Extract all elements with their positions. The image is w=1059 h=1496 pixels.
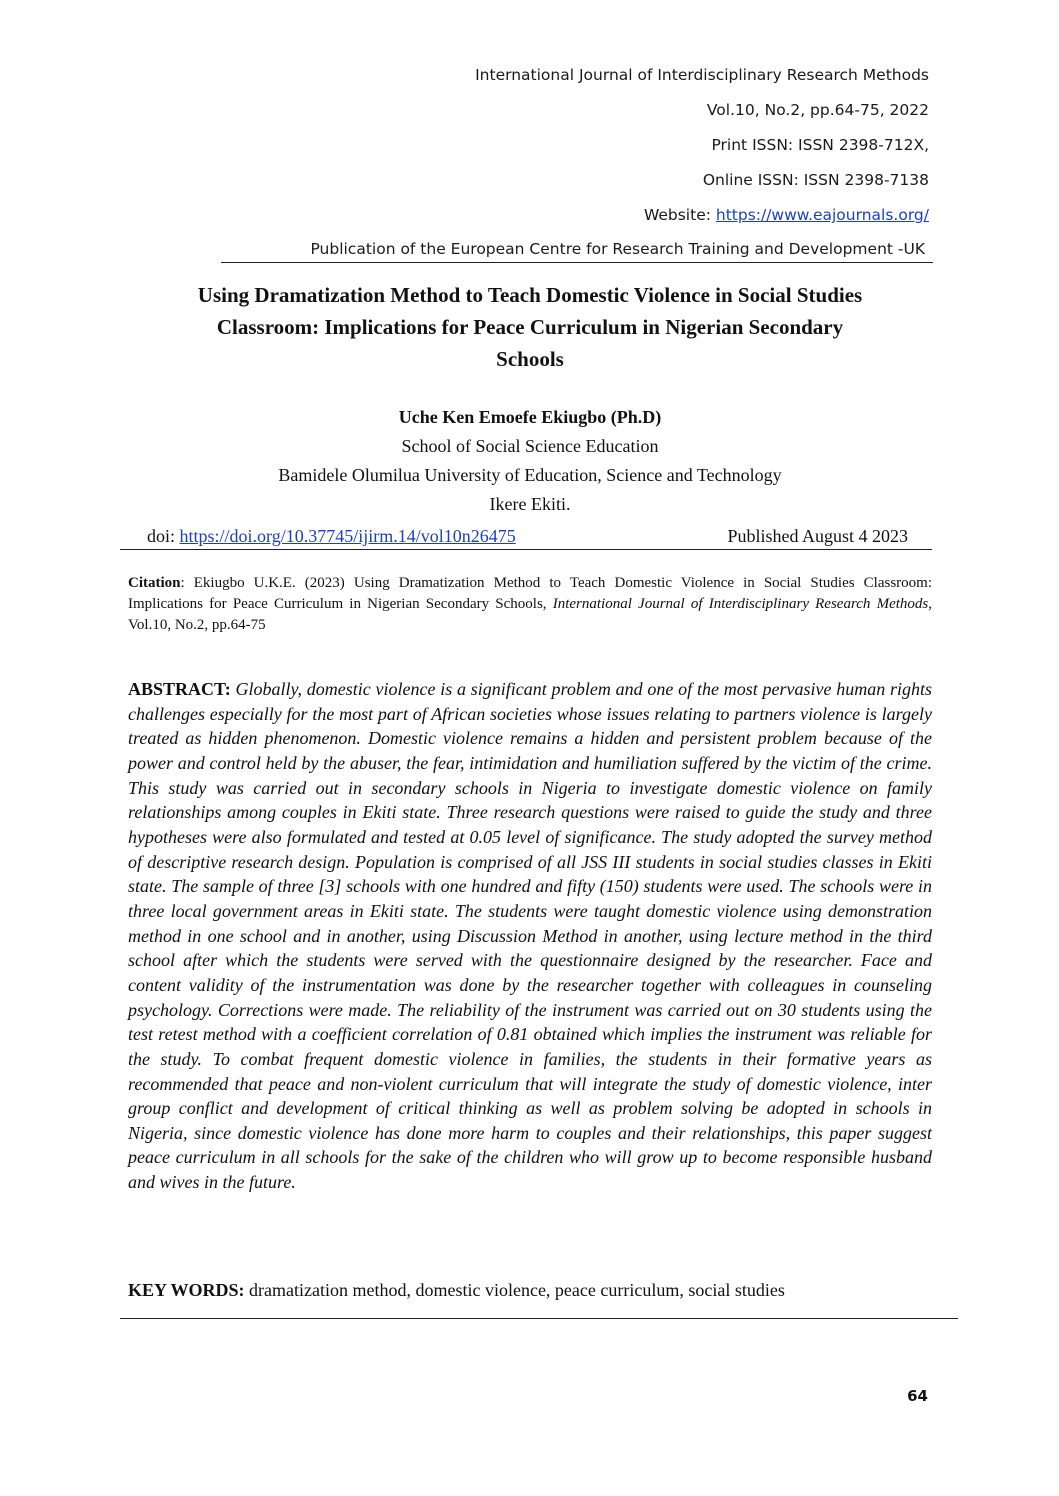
title-line: Schools <box>496 347 564 371</box>
abstract <box>128 677 932 1195</box>
title-line: Classroom: Implications for Peace Curriculum in Nigerian Secondary <box>216 315 844 339</box>
abstract-label: ABSTRACT: <box>128 679 231 699</box>
doi-divider <box>120 549 932 550</box>
published-date: Published August 4 2023 <box>727 526 908 546</box>
doi <box>147 526 516 547</box>
website-label: Website: <box>643 206 716 224</box>
online-issn: Online ISSN: ISSN 2398-7138 <box>702 171 929 189</box>
website-link[interactable]: https://www.eajournals.org/ <box>715 206 929 224</box>
doi-link[interactable]: https://doi.org/10.37745/ijirm.14/vol10n26475 <box>179 526 516 546</box>
author-department: School of Social Science Education <box>401 436 659 456</box>
citation-label: Citation <box>128 575 181 591</box>
keywords-text: dramatization method, domestic violence, peace curriculum, social studies <box>244 1280 785 1300</box>
keywords <box>128 1280 932 1301</box>
author-name: Uche Ken Emoefe Ekiugbo (Ph.D) <box>398 407 662 427</box>
publisher-line: Publication of the European Centre for Research Training and Development -UK <box>310 240 925 258</box>
citation-journal: International Journal of Interdisciplinary Research Methods, <box>552 596 932 612</box>
footer-divider <box>120 1318 958 1319</box>
page-number: 64 <box>907 1387 928 1405</box>
journal-name: International Journal of Interdisciplinary Research Methods <box>475 66 929 84</box>
author-university: Bamidele Olumilua University of Education, Science and Technology <box>278 465 782 485</box>
volume-info: Vol.10, No.2, pp.64-75, 2022 <box>706 101 929 119</box>
title-line: Using Dramatization Method to Teach Domestic Violence in Social Studies <box>197 283 863 307</box>
abstract-text: Globally, domestic violence is a significant problem and one of the most pervasive human rights challenges especially for the most part of African societies whose issues relating to partners violence is largely treated as hidden phenomenon. Domestic violence remains a hidden and persistent problem because of the power and control held by the abuser, the fear, intimidation and humiliation suffered by the victim of the crime. This study was carried out in secondary schools in Nigeria to investigate domestic violence on family relationships among couples in Ekiti state. Three research questions were raised to guide the study and three hypotheses were also formulated and tested at 0.05 level of significance. The study adopted the survey method of descriptive research design. Population is comprised of all JSS III students in social studies classes in Ekiti state. The sample of three [3] schools with one hundred and fifty (150) students were used. The schools were in three local government areas in Ekiti state. The students were taught domestic violence using demonstration method in one school and in another, using Discussion Method in another, using lecture method in the third school after which the students were served with the questionnaire designed by the researcher. Face and content validity of the instrumentation was done by the researcher together with colleagues in counseling psychology. Corrections were made. The reliability of the instrument was carried out on 30 students using the test retest method with a coefficient correlation of 0.81 obtained which implies the instrument was reliable for the study. To combat frequent domestic violence in families, the students in their formative years as recommended that peace and non-violent curriculum that will integrate the study of domestic violence, inter group conflict and development of critical thinking as well as problem solving be adopted in schools in Nigeria, since domestic violence has done more harm to couples and their relationships, this paper suggest peace curriculum in all schools for the sake of the children who will grow up to become responsible husband and wives in the future. <box>128 679 932 1193</box>
print-issn: Print ISSN: ISSN 2398-712X, <box>711 136 929 154</box>
doi-label: doi: <box>147 526 180 546</box>
header-divider <box>221 262 933 263</box>
website-line <box>644 206 929 224</box>
citation-volume: Vol.10, No.2, pp.64-75 <box>128 617 266 633</box>
citation <box>128 573 932 636</box>
author-block <box>120 403 940 519</box>
keywords-label: KEY WORDS: <box>128 1280 245 1300</box>
author-location: Ikere Ekiti. <box>489 494 571 514</box>
citation-text: : Ekiugbo U.K.E. (2023) Using Dramatization Method to Teach Domestic Violence in Social Studies Classroom: Implications for Peace Curriculum in Nigerian Secondary Schools, <box>128 575 932 612</box>
paper-title <box>120 279 940 375</box>
